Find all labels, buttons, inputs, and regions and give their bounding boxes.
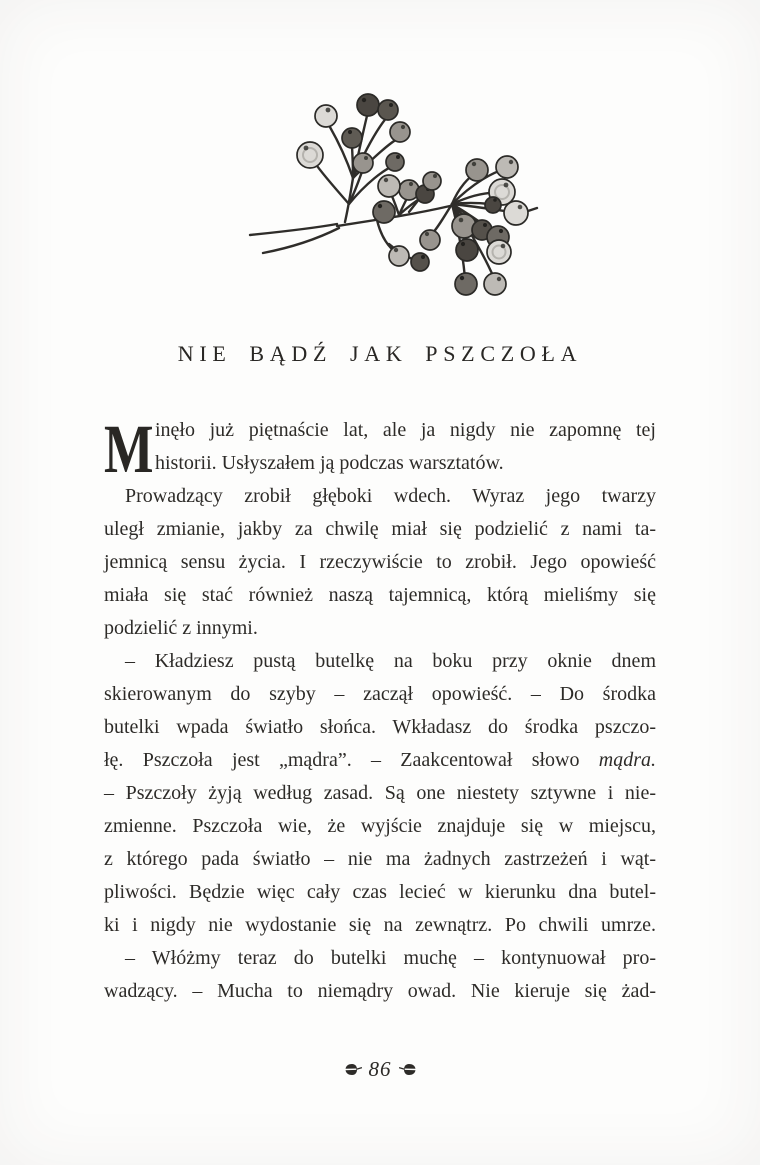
berry: [485, 197, 501, 213]
text-line: ki i nigdy nie wydostanie się na zewnątrz. Po chwili umrze.: [104, 914, 656, 936]
page-footer: [0, 1057, 760, 1082]
berry: [390, 122, 410, 142]
drop-cap: M: [104, 411, 154, 487]
text-line: zmienne. Pszczoła wie, że wyjście znajduje się w miejscu,: [104, 815, 656, 837]
body-text: [104, 411, 656, 1008]
emphasized-word: mądra.: [598, 749, 656, 771]
berry: [342, 128, 362, 148]
berry: [389, 246, 409, 266]
berry-branch-illustration: [248, 82, 550, 312]
berry: [315, 105, 337, 127]
berry: [297, 142, 323, 168]
berry: [411, 253, 429, 271]
leaf-ornament-left-icon: [344, 1063, 362, 1076]
berry: [353, 153, 373, 173]
text-segment: łę. Pszczoła jest „mądra”. – Zaakcentował słowo: [104, 749, 599, 771]
berry: [423, 172, 441, 190]
text-line: butelki wpada światło słońca. Wkładasz do środka pszczo-: [104, 716, 656, 738]
berry: [386, 153, 404, 171]
text-line: jemnicą sensu życia. I rzeczywiście to zrobił. Jego opowieść: [104, 551, 656, 573]
paragraph-4: [104, 942, 656, 1008]
berry: [373, 201, 395, 223]
berry-branch-icon: [248, 82, 550, 312]
text-line: historii. Usłyszałem ją podczas warsztatów.: [155, 452, 504, 474]
leaf-ornament-right-icon: [399, 1063, 417, 1076]
berry: [378, 175, 400, 197]
page-number: 86: [368, 1057, 392, 1081]
berry: [504, 201, 528, 225]
text-line: – Kładziesz pustą butelkę na boku przy oknie dnem: [125, 650, 656, 672]
berry: [456, 239, 478, 261]
paragraph-2: [104, 480, 656, 645]
text-line: pliwości. Będzie więc cały czas lecieć w kierunku dna butel-: [104, 881, 656, 903]
text-line: – Włóżmy teraz do butelki muchę – kontynuował pro-: [125, 947, 656, 969]
berry: [484, 273, 506, 295]
text-line: skierowanym do szyby – zaczął opowieść. – Do środka: [104, 683, 656, 705]
text-line: uległ zmianie, jakby za chwilę miał się podzielić z nami ta-: [104, 518, 656, 540]
berry: [420, 230, 440, 250]
text-line: z którego pada światło – nie ma żadnych zastrzeżeń i wąt-: [104, 848, 656, 870]
chapter-title: NIE BĄDŹ JAK PSZCZOŁA: [177, 341, 583, 366]
berry: [466, 159, 488, 181]
text-line: Prowadzący zrobił głęboki wdech. Wyraz jego twarzy: [125, 485, 656, 507]
text-line: miała się stać również naszą tajemnicą, którą mieliśmy się: [104, 584, 656, 606]
berry: [496, 156, 518, 178]
paragraph-1: [104, 411, 656, 487]
text-line: inęło już piętnaście lat, ale ja nigdy nie zapomnę tej: [155, 419, 656, 441]
berry: [455, 273, 477, 295]
berry: [357, 94, 379, 116]
text-line: podzielić z innymi.: [104, 617, 258, 639]
text-line: wadzący. – Mucha to niemądry owad. Nie kieruje się żad-: [104, 980, 656, 1002]
text-line: [104, 744, 656, 777]
paragraph-3: [104, 645, 656, 942]
text-line: – Pszczoły żyją według zasad. Są one niestety sztywne i nie-: [104, 782, 656, 804]
berry: [378, 100, 398, 120]
berries: [297, 94, 528, 295]
berry: [487, 240, 511, 264]
